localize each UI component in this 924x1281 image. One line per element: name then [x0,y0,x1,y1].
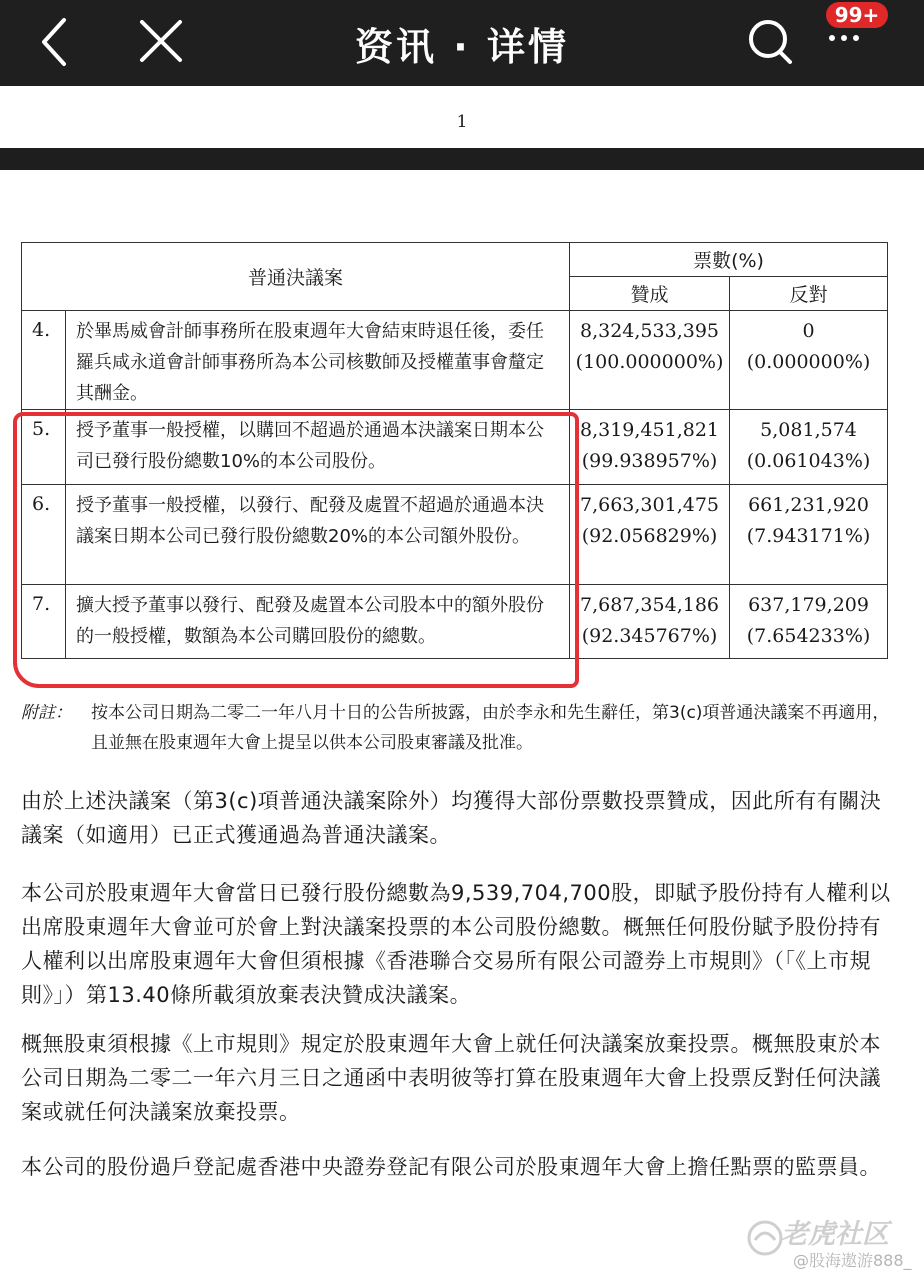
for-votes-count: 7,687,354,186 [580,594,720,616]
page-divider [0,148,924,170]
resolution-description: 授予董事一般授權，以購回不超過於通過本決議案日期本公司已發行股份總數10%的本公司股份。 [66,410,570,485]
search-icon [740,12,800,72]
for-votes [570,485,730,585]
tiger-logo-icon [745,1218,785,1258]
notification-badge: 99+ [826,2,888,28]
against-votes-percent: (7.654233%) [746,625,871,647]
watermark [745,1212,915,1272]
paragraph: 概無股東須根據《上市規則》規定於股東週年大會上就任何決議案放棄投票。概無股東於本公司日期為二零二一年六月三日之通函中表明彼等打算在股東週年大會上投票反對任何決議案或就任何決議案放棄投票。 [21,1032,881,1124]
search-button[interactable] [740,12,800,72]
page-number-strip [0,86,924,148]
paragraph: 由於上述決議案（第3(c)項普通決議案除外）均獲得大部份票數投票贊成，因此所有有關決議案（如適用）已正式獲通過為普通決議案。 [21,789,882,847]
against-votes-percent: (0.061043%) [746,450,871,472]
against-votes [730,485,888,585]
resolution-number: 6. [22,485,66,585]
resolution-number: 7. [22,585,66,659]
for-votes-count: 8,319,451,821 [580,419,720,441]
table-row [22,485,888,585]
table-row [22,311,888,410]
voting-results-table [21,242,888,659]
against-votes [730,410,888,485]
footnote [21,698,901,758]
footnote-label: 附註： [21,703,72,723]
watermark-brand: 老虎社区 [781,1219,889,1250]
header-for: 贊成 [570,277,730,311]
table-row [22,410,888,485]
against-votes [730,585,888,659]
resolution-description: 授予董事一般授權，以發行、配發及處置不超過於通過本決議案日期本公司已發行股份總數20%的本公司額外股份。 [66,485,570,585]
resolution-description: 於畢馬威會計師事務所在股東週年大會結束時退任後，委任羅兵咸永道會計師事務所為本公司核數師及授權董事會釐定其酬金。 [66,311,570,410]
against-votes [730,311,888,410]
for-votes [570,410,730,485]
table-row [22,585,888,659]
page-title: 资讯 · 详情 [355,25,569,69]
footnote-text: 按本公司日期為二零二一年八月十日的公告所披露，由於李永和先生辭任，第3(c)項普通決議案不再適用，且並無在股東週年大會上提呈以供本公司股東審議及批准。 [91,703,890,753]
watermark-user: @股海遨游888_ [793,1251,912,1270]
against-votes-count: 661,231,920 [748,494,869,516]
table-header-row [22,243,888,277]
against-votes-percent: (0.000000%) [746,351,871,373]
for-votes-percent: (92.056829%) [581,525,718,547]
for-votes-percent: (100.000000%) [575,351,724,373]
for-votes-percent: (92.345767%) [581,625,718,647]
paragraph: 本公司的股份過戶登記處香港中央證券登記有限公司於股東週年大會上擔任點票的監票員。 [21,1155,881,1179]
for-votes [570,585,730,659]
resolution-number: 4. [22,311,66,410]
against-votes-count: 5,081,574 [760,419,857,441]
for-votes-percent: (99.938957%) [581,450,718,472]
against-votes-count: 637,179,209 [748,594,869,616]
resolution-description: 擴大授予董事以發行、配發及處置本公司股本中的額外股份的一般授權，數額為本公司購回股份的總數。 [66,585,570,659]
paragraph: 本公司於股東週年大會當日已發行股份總數為9,539,704,700股，即賦予股份持有人權利以出席股東週年大會並可於會上對決議案投票的本公司股份總數。概無任何股份賦予股份持有人權利以出席股東週年大會但須根據《香港聯合交易所有限公司證券上市規則》（「《上市規則》」）第13.40條所載須放棄表決贊成決議案。 [21,881,891,1007]
page-number: 1 [456,112,468,132]
for-votes-count: 7,663,301,475 [580,494,720,516]
against-votes-percent: (7.943171%) [746,525,871,547]
header-against: 反對 [730,277,888,311]
resolution-number: 5. [22,410,66,485]
header-resolution: 普通決議案 [22,243,570,311]
for-votes-count: 8,324,533,395 [580,320,720,342]
against-votes-count: 0 [802,320,815,342]
top-nav-bar [0,0,924,86]
header-votes: 票數(%) [570,243,888,277]
for-votes [570,311,730,410]
